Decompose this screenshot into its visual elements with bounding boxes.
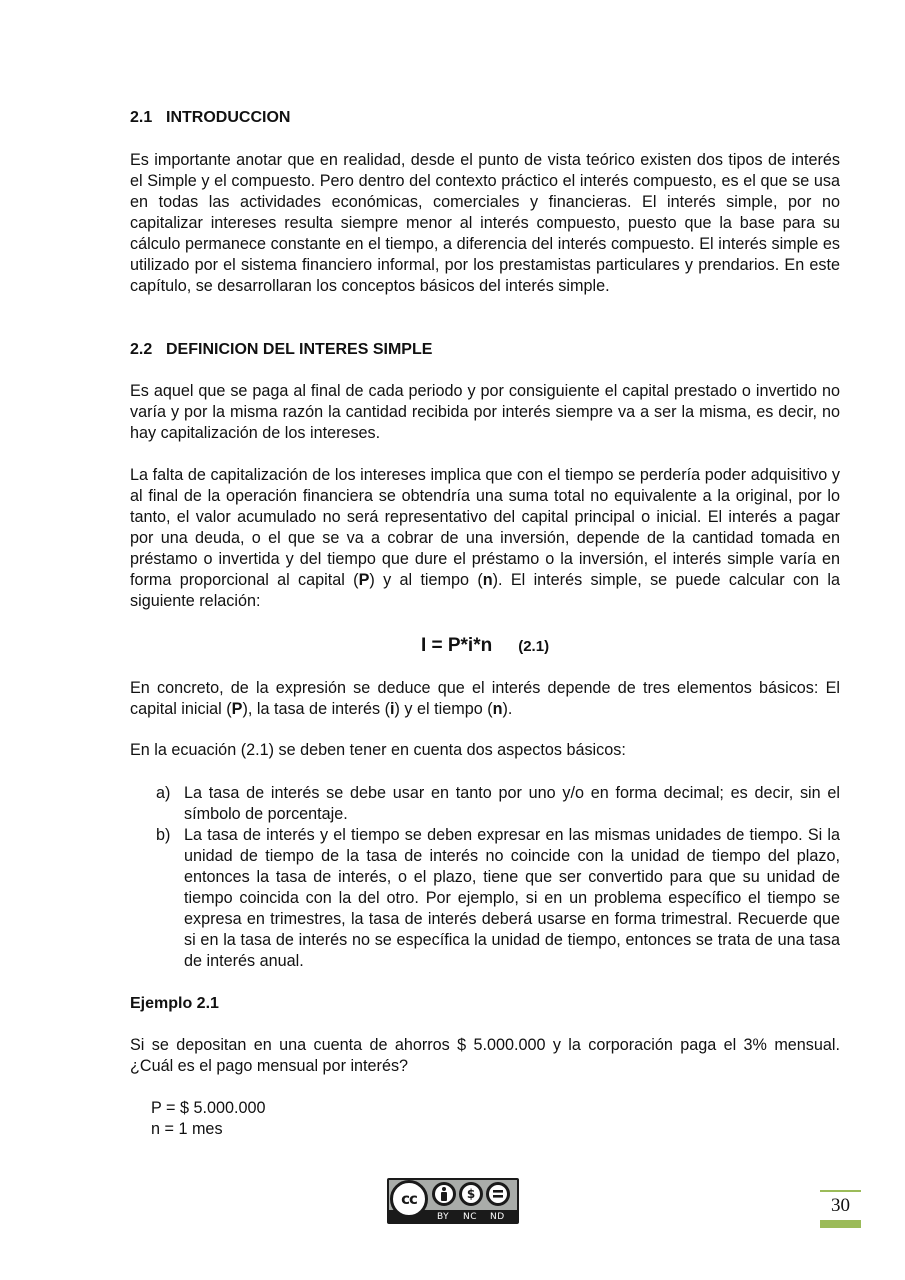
formula-simple-interest — [130, 634, 840, 659]
license-label-nc: NC — [463, 1212, 478, 1222]
page-number: 30 — [831, 1195, 850, 1216]
accent-bar-top — [820, 1190, 861, 1192]
attribution-icon — [432, 1182, 456, 1206]
formula-tag: (2.1) — [518, 638, 550, 655]
text: ). El interés simple, se puede calcular con la siguiente relación: — [130, 571, 840, 610]
section-heading-definicion — [130, 339, 840, 360]
definition-paragraph: Es aquel que se paga al final de cada periodo y por consiguiente el capital prestado o invertido no varía y por la misma razón la cantidad recibida por interés siempre va a ser la misma, es decir, no hay capitalización de los intereses. — [130, 382, 840, 442]
capitalization-paragraph — [130, 465, 840, 612]
aspects-list — [130, 783, 840, 972]
section-title: INTRODUCCION — [166, 109, 291, 126]
variable-n: n — [492, 700, 503, 718]
page-number-box — [820, 1190, 861, 1228]
text: ) y el tiempo ( — [394, 700, 493, 718]
text: ), la tasa de interés ( — [242, 700, 391, 718]
no-derivatives-icon — [486, 1182, 510, 1206]
non-commercial-icon: $ — [459, 1182, 483, 1206]
text: La falta de capitalización de los intereses implica que con el tiempo se perdería poder adquisitivo y al final de la operación financiera se obtendría una suma total no equivalente a la original, por lo tanto, el valor acumulado no será representativo del capital principal o inicial. El interés a pagar por una deuda, o el que se va a cobrar de una inversión, depende de la cantidad tomada en préstamo o invertida y del tiempo que dure el préstamo o la inversión, el interés simple varía en forma proporcional al capital ( — [130, 466, 840, 589]
variable-n: n — [482, 571, 493, 589]
list-item — [130, 783, 840, 825]
given-value-p: P = $ 5.000.000 — [151, 1099, 266, 1117]
list-item-text: La tasa de interés se debe usar en tanto por uno y/o en forma decimal; es decir, sin el símbolo de porcentaje. — [184, 784, 840, 823]
accent-bar-bottom — [820, 1220, 861, 1228]
cc-icon: cc — [390, 1180, 428, 1218]
intro-paragraph: Es importante anotar que en realidad, desde el punto de vista teórico existen dos tipos de interés el Simple y el compuesto. Pero dentro del contexto práctico el interés compuesto, es el que se usa en todas las actividades económicas, comerciales y financieras. El interés simple, por no capitalizar intereses resulta siempre menor al interés compuesto, puesto que la base para su cálculo permanece constante en el tiempo, a diferencia del interés compuesto. El interés simple es utilizado por el sistema financiero informal, por los prestamistas particulares y prendarios. En este capítulo, se desarrollaran los conceptos básicos del interés simple. — [130, 151, 840, 295]
example-heading: Ejemplo 2.1 — [130, 995, 219, 1012]
license-label-nd: ND — [490, 1212, 505, 1222]
given-value-n: n = 1 mes — [151, 1120, 223, 1138]
section-number: 2.2 — [130, 341, 153, 358]
variable-p: P — [231, 700, 243, 718]
formula-expression: I = P*i*n — [420, 635, 493, 656]
list-marker: a) — [156, 784, 171, 802]
section-title: DEFINICION DEL INTERES SIMPLE — [166, 341, 433, 358]
list-item — [130, 825, 840, 972]
text: ). — [502, 700, 513, 718]
license-label-by: BY — [437, 1212, 450, 1222]
section-number: 2.1 — [130, 109, 153, 126]
creative-commons-license-badge — [387, 1178, 519, 1224]
aspects-intro-paragraph: En la ecuación (2.1) se deben tener en cuenta dos aspectos básicos: — [130, 741, 626, 759]
elements-paragraph — [130, 678, 840, 720]
example-statement: Si se depositan en una cuenta de ahorros $ 5.000.000 y la corporación paga el 3% mensual. ¿Cuál es el pago mensual por interés? — [130, 1036, 840, 1075]
list-marker: b) — [156, 826, 171, 844]
variable-p: P — [358, 571, 370, 589]
text: ) y al tiempo ( — [369, 571, 483, 589]
section-heading-introduccion — [130, 107, 840, 128]
text: En concreto, de la expresión se deduce que el interés depende de tres elementos básicos: El capital inicial ( — [130, 679, 840, 718]
list-item-text: La tasa de interés y el tiempo se deben expresar en las mismas unidades de tiempo. Si la unidad de tiempo de la tasa de interés no coincide con la unidad de tiempo del plazo, entonces la tasa de interés, o el plazo, tiene que ser convertido para que su unidad de tiempo coincida con la del otro. Por ejemplo, si en un problema específico el tiempo se expresa en trimestres, la tasa de interés deberá usarse en forma trimestral. Recuerde que si en la tasa de interés no se específica la unidad de tiempo, entonces se trata de una tasa de interés anual. — [184, 826, 840, 970]
variable-i: i — [390, 700, 395, 718]
